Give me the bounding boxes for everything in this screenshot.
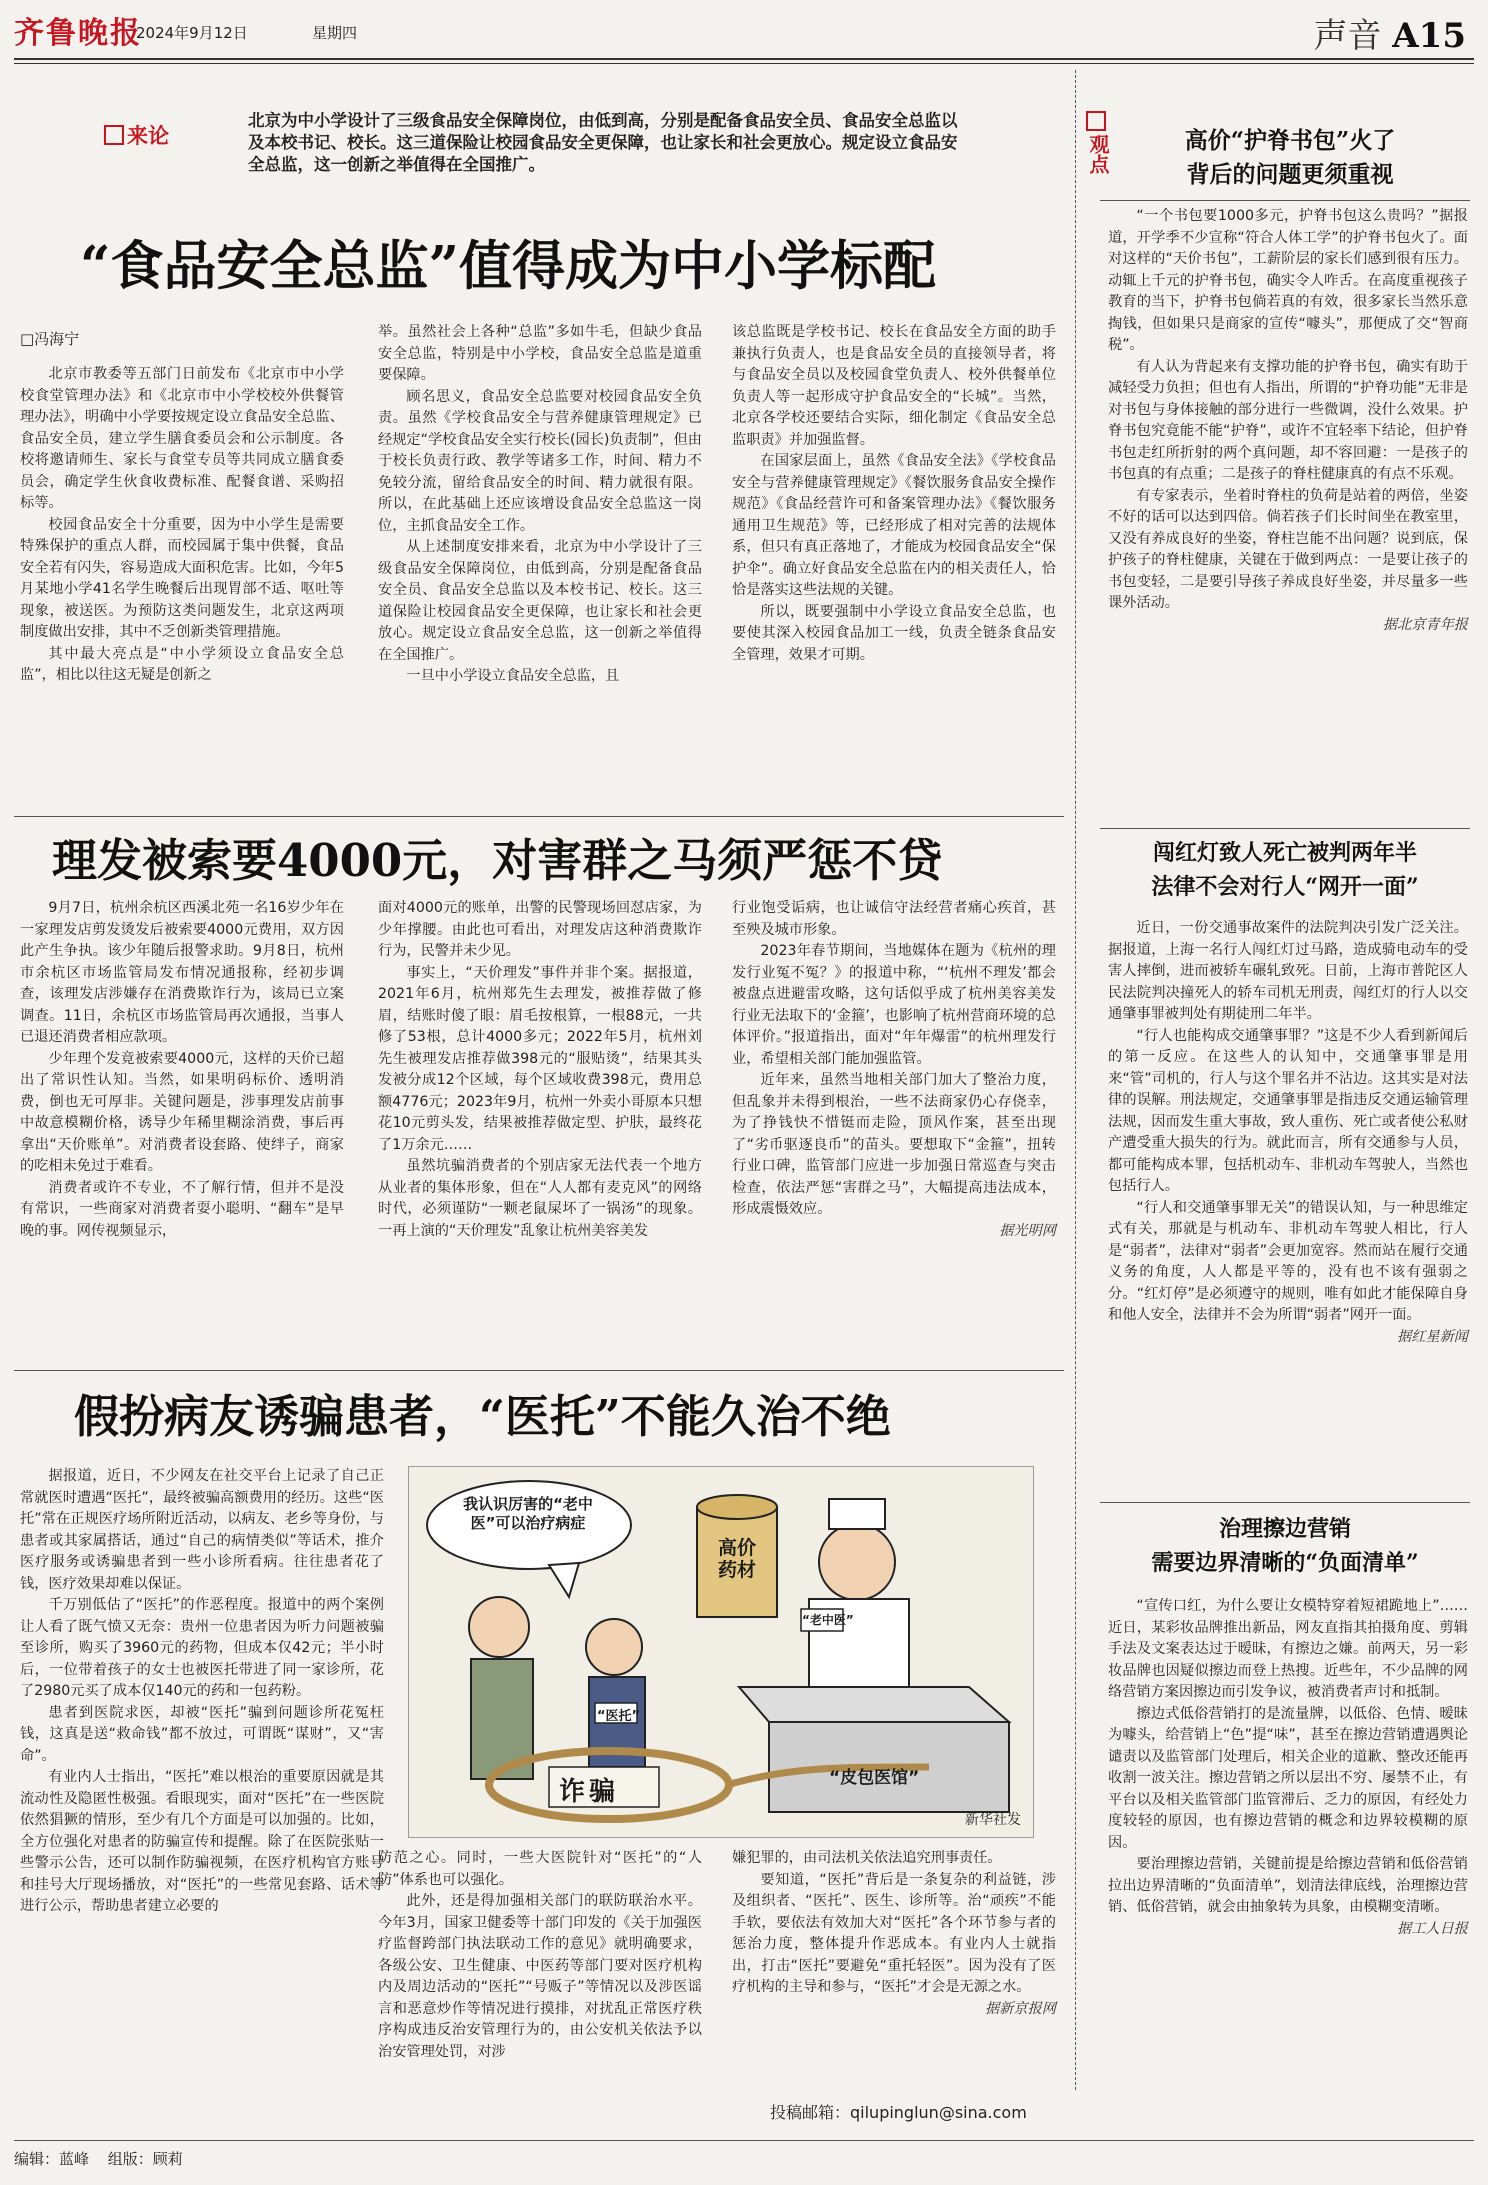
paragraph: 患者到医院求医，却被“医托”骗到问题诊所花冤枉钱，这真是送“救命钱”都不放过，可谓既“谋财”，又“害命”。 [20, 1704, 384, 1764]
editorial-cartoon [408, 1466, 1034, 1838]
cartoon-credit: 新华社发 [965, 1812, 1021, 1828]
paragraph: 近年来，虽然当地相关部门加大了整治力度，但乱象并未得到根治，一些不法商家仍心存侥幸，为了挣钱快不惜铤而走险，顶风作案，甚至出现了“劣币驱逐良币”的苗头。要想取下“金箍”，扭转行业口碑，监管部门应进一步加强日常巡查与突击检查，依法严惩“害群之马”，大幅提高违法成本，形成震慑效应。 [732, 1072, 1056, 1217]
editor-credit: 编辑：蓝峰 [14, 2150, 90, 2168]
paragraph: 所以，既要强制中小学设立食品安全总监，也要使其深入校园食品加工一线，负责全链条食品安全管理，效果才可期。 [732, 603, 1056, 663]
paragraph: 一旦中小学设立食品安全总监，且 [406, 668, 620, 684]
main-headline: “食品安全总监”值得成为中小学标配 [80, 235, 936, 297]
article-source: 据北京青年报 [1382, 616, 1468, 633]
article-column [378, 898, 702, 1242]
page-number: A15 [1392, 16, 1466, 56]
article-column [20, 898, 344, 1242]
masthead [14, 8, 1474, 56]
paragraph: 事实上，“天价理发”事件并非个案。据报道，2021年6月，杭州郑先生去理发，被推荐做了修眉，结账时傻了眼：眉毛按根算，一根88元，一共修了53根，总计4000多元；2022年5月，杭州刘先生被理发店推荐做398元的“服贴烫”，结果其头发被分成12个区域，每个区域收费398元，费用总额4776元；2023年9月，杭州一外卖小哥原本只想花10元剪头发，结果被推荐做定型、护肤，最终花了1万余元…… [378, 964, 702, 1153]
side-article-body [1108, 918, 1468, 1348]
paragraph: “行人也能构成交通肇事罪？”这是不少人看到新闻后的第一反应。在这些人的认知中，交通肇事罪是用来“管”司机的，行人与这个罪名并不沾边。这其实是对法律的误解。刑法规定，交通肇事罪是指违反交通运输管理法规，因而发生重大事故，致人重伤、死亡或者使公私财产遭受重大损失的行为。就此而言，所有交通参与人员，都可能构成本罪，包括机动车、非机动车驾驶人，当然也包括行人。 [1108, 1027, 1468, 1194]
side-article-title: 闯红灯致人死亡被判两年半 法律不会对行人“网开一面” [1151, 840, 1419, 900]
article-column [20, 1466, 384, 1918]
article-column [378, 1848, 702, 2063]
section-page [1313, 8, 1466, 57]
side-divider [1100, 200, 1470, 201]
medical-headline: 假扮病友诱骗患者，“医托”不能久治不绝 [74, 1390, 891, 1443]
lead-summary: 北京为中小学设计了三级食品安全保障岗位，由低到高，分别是配备食品安全员、食品安全总监以及本校书记、校长。这三道保险让校园食品安全更保障，也让家长和社会更放心。规定设立食品安全总监，这一创新之举值得在全国推广。 [248, 111, 958, 174]
side-article-title: 高价“护脊书包”火了 背后的问题更须重视 [1184, 127, 1396, 188]
paragraph: 有人认为背起来有支撑功能的护脊书包，确实有助于减轻受力负担；但也有人指出，所谓的“护脊功能”无非是对书包与身体接触的部分进行一些微调，没什么效果。护脊书包究竟能不能“护脊”，或许不宜轻率下结论，但护脊书包走红所折射的两个真问题，却不容回避：一是孩子的书包真的有点重；二是孩子的脊柱健康真的有点不乐观。 [1108, 358, 1468, 482]
paragraph: 少年理个发竟被索要4000元，这样的天价已超出了常识性认知。当然，如果明码标价、透明消费，倒也无可厚非。关键问题是，涉事理发店前事中故意模糊价格，诱导少年稀里糊涂消费，事后再拿出“天价账单”。对消费者设套路、使绊子，商家的吃相未免过于难看。 [20, 1050, 344, 1174]
paragraph: 其中最大亮点是“中小学须设立食品安全总监”，相比以往这无疑是创新之 [20, 645, 344, 683]
paragraph: 千万别低估了“医托”的作恶程度。报道中的两个案例让人看了既气愤又无奈：贵州一位患者因为听力问题被骗至诊所，购买了3960元的药物，但成本仅42元；半小时后，一位带着孩子的女士也被医托带进了同一家诊所，花了2980元买了成本仅140元的药和一包药粉。 [20, 1597, 384, 1699]
paragraph: 据报道，近日，不少网友在社交平台上记录了自己正常就医时遭遇“医托”，最终被骗高额费用的经历。这些“医托”常在正规医疗场所附近活动，以病友、老乡等身份，与患者或其家属搭话，通过“自己的病情类似”等话术，推介医疗服务或诱骗患者到一些小诊所看病。往往患者花了钱，医疗效果却难以保证。 [20, 1468, 384, 1592]
tout-tag: “医托” [597, 1709, 641, 1724]
column-kicker: 来论 [104, 120, 169, 150]
article-column [732, 898, 1056, 1242]
paragraph: 嫌犯罪的，由司法机关依法追究刑事责任。 [732, 1850, 1002, 1866]
paragraph: 面对4000元的账单，出警的民警现场回怼店家，为少年撑腰。由此也可看出，对理发店这种消费欺诈行为，民警并未少见。 [378, 900, 702, 959]
side-article-body [1108, 206, 1468, 636]
article-column [732, 1848, 1056, 2020]
paragraph: 虽然坑骗消费者的个别店家无法代表一个地方从业者的集体形象，但在“人人都有麦克风”的网络时代，必须谨防“一颗老鼠屎坏了一锅汤”的现象。一再上演的“天价理发”乱象让杭州美容美发 [378, 1158, 702, 1239]
footer-credits [14, 2148, 197, 2169]
side-divider [1100, 828, 1470, 829]
paragraph: 从上述制度安排来看，北京为中小学设计了三级食品安全保障岗位，由低到高，分别是配备食品安全员、食品安全总监以及本校书记、校长。这三道保险让校园食品安全更保障，也让家长和社会更放心。规定设立食品安全总监，这一创新之举值得在全国推广。 [378, 539, 702, 663]
paragraph: 在国家层面上，虽然《食品安全法》《学校食品安全与营养健康管理规定》《餐饮服务食品安全操作规范》《食品经营许可和备案管理办法》《餐饮服务通用卫生规范》等，已经形成了相对完善的法规体系，但只有真正落地了，才能成为校园食品安全“保护伞”。确立好食品安全总监在内的相关责任人，恰恰是落实这些法规的关键。 [732, 453, 1056, 598]
paragraph: 该总监既是学校书记、校长在食品安全方面的助手兼执行负责人，也是食品安全员的直接领导者，将与食品安全员以及校园食堂负责人、校外供餐单位负责人等一起形成守护食品安全的“长城”。当然，北京各学校还要结合实际，细化制定《食品安全总监职责》并加强监督。 [732, 324, 1056, 448]
article-column [378, 322, 702, 688]
paragraph: 要知道，“医托”背后是一条复杂的利益链，涉及组织者、“医托”、医生、诊所等。治“顽疾”不能手软，要依法有效加大对“医托”各个环节参与者的惩治力度，整体提升作恶成本。有业内人士就指出，打击“医托”要避免“重托轻医”。因为没有了医疗机构的主导和参与，“医托”才会是无源之水。 [732, 1871, 1056, 1995]
doctor-badge: “老中医” [802, 1613, 854, 1627]
top-rule-thin [14, 63, 1474, 64]
herb-box-label: 高价药材 [717, 1537, 756, 1581]
speech-bubble-text: 我认识厉害的“老中医”可以治疗病症 [463, 1495, 593, 1532]
article-column [732, 322, 1056, 666]
footer-rule [14, 2140, 1474, 2141]
kicker-box-icon [104, 125, 124, 145]
paragraph: 顾名思义，食品安全总监要对校园食品安全负责。虽然《学校食品安全与营养健康管理规定》已经规定“学校食品安全实行校长(园长)负责制”，但由于校长负责行政、教学等诸多工作，时间、精力不免较分流，留给食品安全的时间、精力就很有限。所以，在此基础上还应该增设食品安全总监这一岗位，主抓食品安全工作。 [378, 388, 702, 534]
section-divider [14, 816, 1064, 817]
paragraph: 擦边式低俗营销打的是流量牌，以低俗、色情、暧昧为噱头，给营销上“色”提“味”，甚至在擦边营销遭遇舆论谴责以及监管部门处理后，相关企业的道歉、整改还能再收割一波关注。擦边营销之所以层出不穷、屡禁不止，有平台以及相关监管部门监管滞后、乏力的原因，有经处力度较轻的原因，也有擦边营销的概念和边界较模糊的原因。 [1108, 1705, 1468, 1851]
issue-date: 2024年9月12日 [136, 24, 248, 42]
paragraph: 校园食品安全十分重要，因为中小学生是需要特殊保护的重点人群，而校园属于集中供餐，食品安全若有闪失，容易造成大面积危害。比如，今年5月某地小学41名学生晚餐后出现胃部不适、呕吐等现象，被送医。为预防这类问题发生，北京这两项制度做出安排，其中不乏创新类管理措施。 [20, 516, 344, 640]
newspaper-logo: 齐鲁晚报 [14, 16, 142, 51]
submission-email: 投稿邮箱：qilupinglun@sina.com [770, 2103, 1027, 2122]
paragraph: 要治理擦边营销，关键前提是给擦边营销和低俗营销拉出边界清晰的“负面清单”，划清法律底线，治理擦边营销、低俗营销，就会由抽象转为具象，由模糊变清晰。 [1108, 1856, 1468, 1915]
paragraph: 举。虽然社会上各种“总监”多如牛毛，但缺少食品安全总监，特别是中小学校，食品安全总监是道重要保障。 [378, 324, 702, 383]
paragraph: “一个书包要1000多元，护脊书包这么贵吗？”据报道，开学季不少宣称“符合人体工学”的护脊书包火了。面对这样的“天价书包”，工薪阶层的家长们感到很有压力。动辄上千元的护脊书包，确实令人咋舌。在高度重视孩子教育的当下，护脊书包倘若真的有效，很多家长当然乐意掏钱，但如果只是商家的宣传“噱头”，那便成了交“智商税”。 [1108, 208, 1468, 353]
barber-headline: 理发被索要4000元，对害群之马须严惩不贷 [52, 834, 943, 887]
paragraph: 近日，一份交通事故案件的法院判决引发广泛关注。据报道，上海一名行人闯红灯过马路，造成骑电动车的受害人摔倒，进而被轿车碾轧致死。日前，上海市普陀区人民法院判决撞死人的轿车司机无刑责，闯红灯的行人以交通肇事罪被判处有期徒刑二年半。 [1108, 920, 1468, 1022]
paragraph: 有业内人士指出，“医托”难以根治的重要原因就是其流动性及隐匿性极强。看眼现实，面对“医托”在一些医院依然猖獗的情形，至少有几个方面是可以加强的。比如，全方位强化对患者的防骗宣传和提醒。除了在医院张贴一些警示公告，还可以制作防骗视频，在医疗机构官方账号和挂号大厅现场播放，对“医托”的一些常见套路、话术等进行公示，帮助患者建立必要的 [20, 1769, 384, 1914]
paragraph: “宣传口红，为什么要让女模特穿着短裙跪地上”……近日，某彩妆品牌推出新品，网友直指其拍摄角度、剪辑手法及文案表达过于暧昧，有擦边之嫌。前两天，另一彩妆品牌也因疑似擦边而登上热搜。近些年，不少品牌的网络营销方案因擦边而引发争议，被消费者声讨和抵制。 [1108, 1598, 1468, 1700]
article-column [20, 364, 344, 687]
side-divider [1100, 1502, 1470, 1503]
top-rule [14, 58, 1474, 60]
paragraph: “行人和交通肇事罪无关”的错误认知，与一种思维定式有关，那就是与机动车、非机动车驾驶人相比，行人是“弱者”，法律对“弱者”会更加宽容。然而站在履行交通义务的角度，人人都是平等的，没有也不该有强弱之分。“红灯停”是必须遵守的规则，唯有如此才能保障自身和他人安全，法律并不会为所谓“弱者”网开一面。 [1108, 1199, 1468, 1323]
paragraph: 消费者或许不专业，不了解行情，但并不是没有常识，一些商家对消费者耍小聪明、“翻车”是早晚的事。网传视频显示， [20, 1179, 344, 1239]
desk-sign: “皮包医馆” [829, 1768, 920, 1788]
article-source: 据红星新闻 [1397, 1328, 1468, 1345]
paragraph: 北京市教委等五部门日前发布《北京市中小学校食堂管理办法》和《北京市中小学校校外供餐管理办法》，明确中小学要按规定设立食品安全总监、食品安全员，建立学生膳食委员会和公示制度。各校将邀请师生、家长与食堂专员等共同成立膳食委员会，确定学生伙食收费标准、配餐食谱、采购招标等。 [20, 366, 344, 511]
side-kicker: 观点 [1086, 110, 1106, 174]
article-source: 据光明网 [999, 1222, 1056, 1239]
paragraph: 有专家表示，坐着时脊柱的负荷是站着的两倍，坐姿不好的话可以达到四倍。倘若孩子们长时间坐在教室里，又没有养成良好的坐姿，脊柱岂能不出问题？说到底，保护孩子的脊柱健康，关键在于做到两点：一是要让孩子的书包变轻，二是要引导孩子养成良好坐姿，并尽量多一些课外活动。 [1108, 487, 1468, 611]
fraud-label: 诈骗 [559, 1777, 620, 1807]
kicker-box-icon [1086, 111, 1106, 131]
side-article-title: 治理擦边营销 需要边界清晰的“负面清单” [1151, 1516, 1419, 1576]
layout-credit: 组版：顾莉 [107, 2150, 183, 2168]
paragraph: 9月7日，杭州余杭区西溪北苑一名16岁少年在一家理发店剪发烫发后被索要4000元费用，双方因此产生争执。该少年随后报警求助。9月8日，杭州市余杭区市场监管局发布情况通报称，经初步调查，该理发店涉嫌存在消费欺诈行为，该局已立案调查。11日，余杭区市场监管局再次通报，当事人已退还消费者相应款项。 [20, 900, 344, 1045]
paragraph: 行业饱受诟病，也让诚信守法经营者痛心疾首，甚至殃及城市形象。 [732, 900, 1056, 938]
side-article-body [1108, 1596, 1468, 1940]
column-separator [1075, 70, 1076, 2090]
byline: □冯海宁 [20, 330, 80, 348]
article-source: 据工人日报 [1397, 1920, 1468, 1937]
paragraph: 2023年春节期间，当地媒体在题为《杭州的理发行业冤不冤？》的报道中称，“‘杭州不理发’都会被盘点进避雷攻略，这句话似乎成了杭州美容美发行业无法取下的‘金箍’，也影响了杭州营商环境的总体评价。”报道指出，面对“年年爆雷”的杭州理发行业，希望相关部门能加强监管。 [732, 943, 1056, 1067]
paragraph: 防范之心。同时，一些大医院针对“医托”的“人防”体系也可以强化。 [378, 1850, 702, 1888]
issue-weekday: 星期四 [312, 24, 358, 42]
section-name: 声音 [1313, 16, 1382, 56]
paragraph: 此外，还是得加强相关部门的联防联治水平。今年3月，国家卫健委等十部门印发的《关于加强医疗监督跨部门执法联动工作的意见》就明确要求，各级公安、卫生健康、中医药等部门要对医疗机构内及周边活动的“医托”“号贩子”等情况以及涉医谣言和恶意炒作等情况进行摸排，对扰乱正常医疗秩序构成违反治安管理行为的，由公安机关依法予以治安管理处罚，对涉 [378, 1893, 702, 2060]
section-divider [14, 1370, 1064, 1371]
article-source: 据新京报网 [985, 2000, 1056, 2017]
